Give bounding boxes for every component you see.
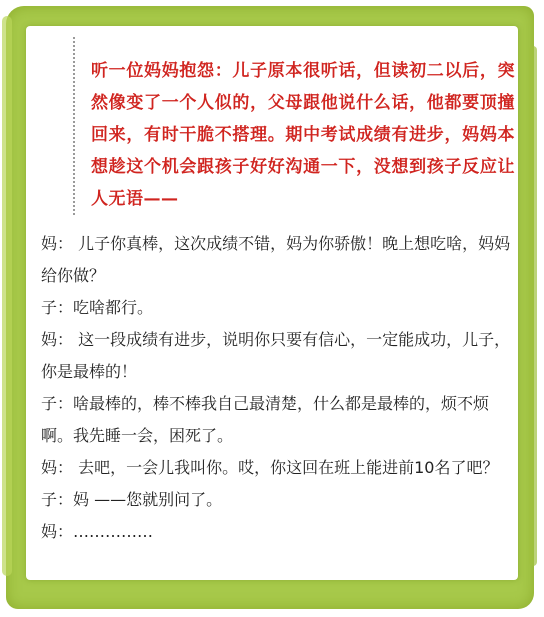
dialogue-line-son-1: 子：吃啥都行。: [41, 298, 154, 317]
dialogue-line-son-3: 子：妈 ——您就别问了。: [41, 490, 223, 509]
dialogue-line-mom-1: 妈： 儿子你真棒，这次成绩不错，妈为你骄傲！晚上想吃啥，妈妈给你做？: [41, 234, 511, 285]
dialogue-line-mom-4: 妈：……………: [41, 522, 154, 541]
intro-text: 听一位妈妈抱怨：儿子原本很听话，但读初二以后，突然像变了一个人似的，父母跟他说什么话，他都要顶撞回来，有时干脆不搭理。期中考试成绩有进步，妈妈本想趁这个机会跟孩子好好沟通一下，没想到孩子反应让人无语——: [91, 61, 515, 209]
intro-block: [73, 37, 519, 215]
dialogue: [41, 228, 519, 548]
dialogue-line-son-2: 子：啥最棒的，棒不棒我自己最清楚，什么都是最棒的，烦不烦啊。我先睡一会，困死了。: [41, 394, 490, 445]
dialogue-line-mom-2: 妈： 这一段成绩有进步，说明你只要有信心，一定能成功，儿子，你是最棒的！: [41, 330, 511, 381]
dialogue-line-mom-3: 妈： 去吧，一会儿我叫你。哎，你这回在班上能进前10名了吧？: [41, 458, 499, 477]
